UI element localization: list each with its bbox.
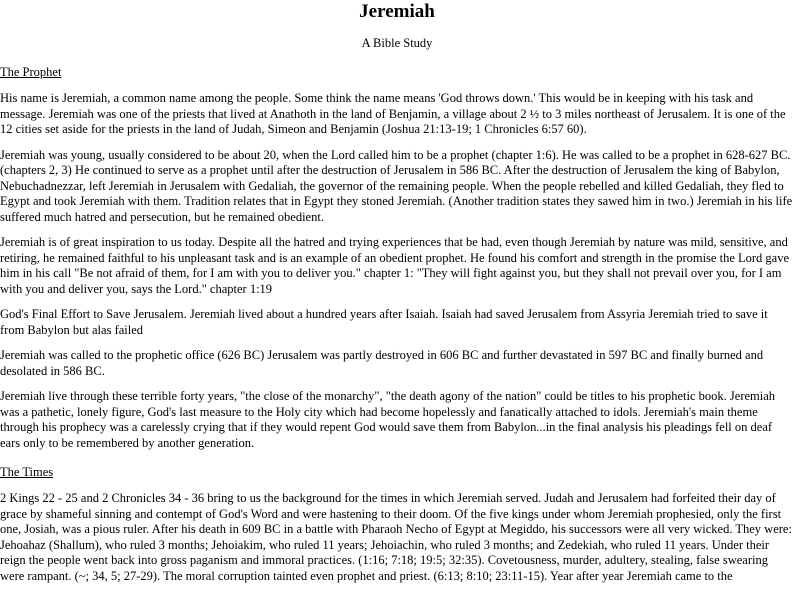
section-heading: The Times (0, 465, 54, 479)
paragraph: Jeremiah was young, usually considered to be about 20, when the Lord called him to be a prophet (chapter 1:6). He was called to be a prophet in 628-627 BC. (chapters 2, 3) He continued to serve as a prophet until after the destruction of Jerusalem in 586 BC. After the destruction of Jerusalem the king of Babylon, Nebuchadnezzar, left Jeremiah in Jerusalem with Gedaliah, the governor of the remaining people. When the people rebelled and killed Gedaliah, they fled to Egypt and took Jeremiah with them. Tradition relates that in Egypt they stoned Jeremiah. (Another tradition states they sawed him in two.) Jeremiah in his life suffered much hatred and persecution, but he remained obedient. (0, 147, 793, 224)
page-subtitle: A Bible Study (361, 36, 433, 50)
section-the-times (0, 464, 794, 584)
paragraph: Jeremiah live through these terrible forty years, "the close of the monarchy", "the death agony of the nation" could be titles to his prophetic book. Jeremiah was a pathetic, lonely figure, God's last measure to the Holy city which had become hopelessly and fanatically attached to idols. Jeremiah's main theme through his prophecy was a carelessly crying that if they would repent God would save them from Babylon...in the final analysis his pleadings fell on deaf ears only to be remembered by another generation. (0, 389, 776, 450)
paragraph: His name is Jeremiah, a common name among the people. Some think the name means 'God throws down.' This would be in keeping with his task and message. Jeremiah was one of the priests that lived at Anathoth in the land of Benjamin, a village about 2 ½ to 3 miles northeast of Jerusalem. It is one of the 12 cities set aside for the priests in the land of Judah, Simeon and Benjamin (Joshua 21:13-19; 1 Chronicles 6:57 60). (0, 91, 786, 136)
paragraph: Jeremiah was called to the prophetic office (626 BC) Jerusalem was partly destroyed in 606 BC and further devastated in 597 BC and finally burned and desolated in 586 BC. (0, 348, 764, 378)
paragraph: Jeremiah is of great inspiration to us today. Despite all the hatred and trying experiences that be had, even though Jeremiah by nature was mild, sensitive, and retiring, he remained faithful to his unpleasant task and is an example of an obedient prophet. He found his comfort and strength in the promise the Lord gave him in his call "Be not afraid of them, for I am with you to deliver you." chapter 1: "They will fight against you, but they shall not prevail over you, for I am with you and deliver you, says the Lord." chapter 1:19 (0, 235, 790, 296)
section-the-prophet (0, 64, 794, 451)
paragraph: God's Final Effort to Save Jerusalem. Jeremiah lived about a hundred years after Isaiah. Isaiah had saved Jerusalem from Assyria Jeremiah tried to save it from Babylon but alas failed (0, 307, 768, 337)
section-heading: The Prophet (0, 65, 62, 79)
paragraph: 2 Kings 22 - 25 and 2 Chronicles 34 - 36 bring to us the background for the times in which Jeremiah served. Judah and Jerusalem had forfeited their day of grace by shameful sinning and contempt of God's Word and were hastening to their doom. Of the five kings under whom Jeremiah prophesied, only the first one, Josiah, was a pious ruler. After his death in 609 BC in a battle with Pharaoh Necho of Egypt at Megiddo, his successors were all very wicked. They were: Jehoahaz (Shallum), who ruled 3 months; Jehoiakim, who ruled 11 years; Jehoiachin, who ruled 3 months; and Zedekiah, who ruled 11 years. Under their reign the people went back into gross paganism and immoral practices. (1:16; 7:18; 19:5; 32:35). Covetousness, murder, adultery, stealing, false swearing were rampant. (~; 34, 5; 27-29). The moral corruption tainted even prophet and priest. (6:13; 8:10; 23:11-15). Year after year Jeremiah came to the (0, 491, 792, 583)
page (0, 1, 794, 584)
page-title: Jeremiah (359, 1, 435, 22)
